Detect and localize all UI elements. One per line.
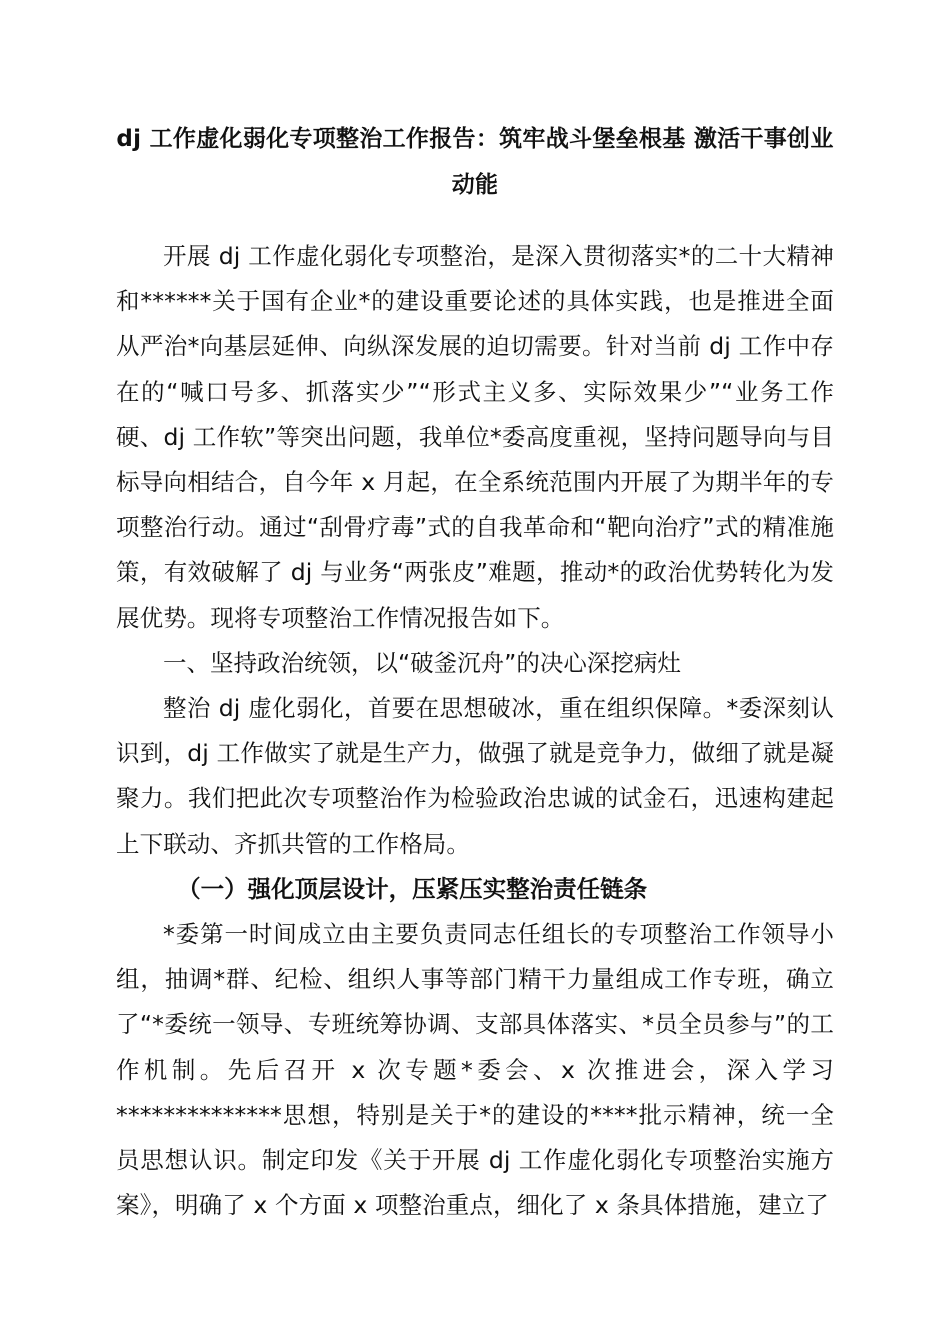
intro-paragraph: 开展 dj 工作虚化弱化专项整治，是深入贯彻落实*的二十大精神和******关于国有企业*的建设重要论述的具体实践，也是推进全面从严治*向基层延伸、向纵深发展的迫切需要。针对当前 dj 工作中存在的“喊口号多、抓落实少”“形式主义多、实际效果少”“业务工作硬、dj 工作软”等突出问题，我单位*委高度重视，坚持问题导向与目标导向相结合，自今年 x 月起，在全系统范围内开展了为期半年的专项整治行动。通过“刮骨疗毒”式的自我革命和“靶向治疗”式的精准施策，有效破解了 dj 与业务“两张皮”难题，推动*的政治优势转化为发展优势。现将专项整治工作情况报告如下。: [116, 242, 834, 632]
section-paragraph-1: 整治 dj 虚化弱化，首要在思想破冰，重在组织保障。*委深刻认识到，dj 工作做实了就是生产力，做强了就是竞争力，做细了就是凝聚力。我们把此次专项整治作为检验政治忠诚的试金石，迅速构建起上下联动、齐抓共管的工作格局。: [116, 694, 834, 858]
document-title: dj 工作虚化弱化专项整治工作报告：筑牢战斗堡垒根基 激活干事创业动能: [116, 126, 834, 198]
subsection-heading-1: （一）强化顶层设计，压紧压实整治责任链条: [177, 874, 648, 903]
document-body: [116, 234, 834, 1228]
section-heading-1: 一、坚持政治统领，以“破釜沉舟”的决心深挖病灶: [163, 648, 681, 677]
subsection-paragraph-1: *委第一时间成立由主要负责同志任组长的专项整治工作领导小组，抽调*群、纪检、组织人事等部门精干力量组成工作专班，确立了“*委统一领导、专班统筹协调、支部具体落实、*员全员参与”的工作机制。先后召开 x 次专题*委会、x 次推进会，深入学习**************思想，特别是关于*的建设的****批示精神，统一全员思想认识。制定印发《关于开展 dj 工作虚化弱化专项整治实施方案》，明确了 x 个方面 x 项整治重点，细化了 x 条具体措施，建立了: [116, 920, 834, 1220]
